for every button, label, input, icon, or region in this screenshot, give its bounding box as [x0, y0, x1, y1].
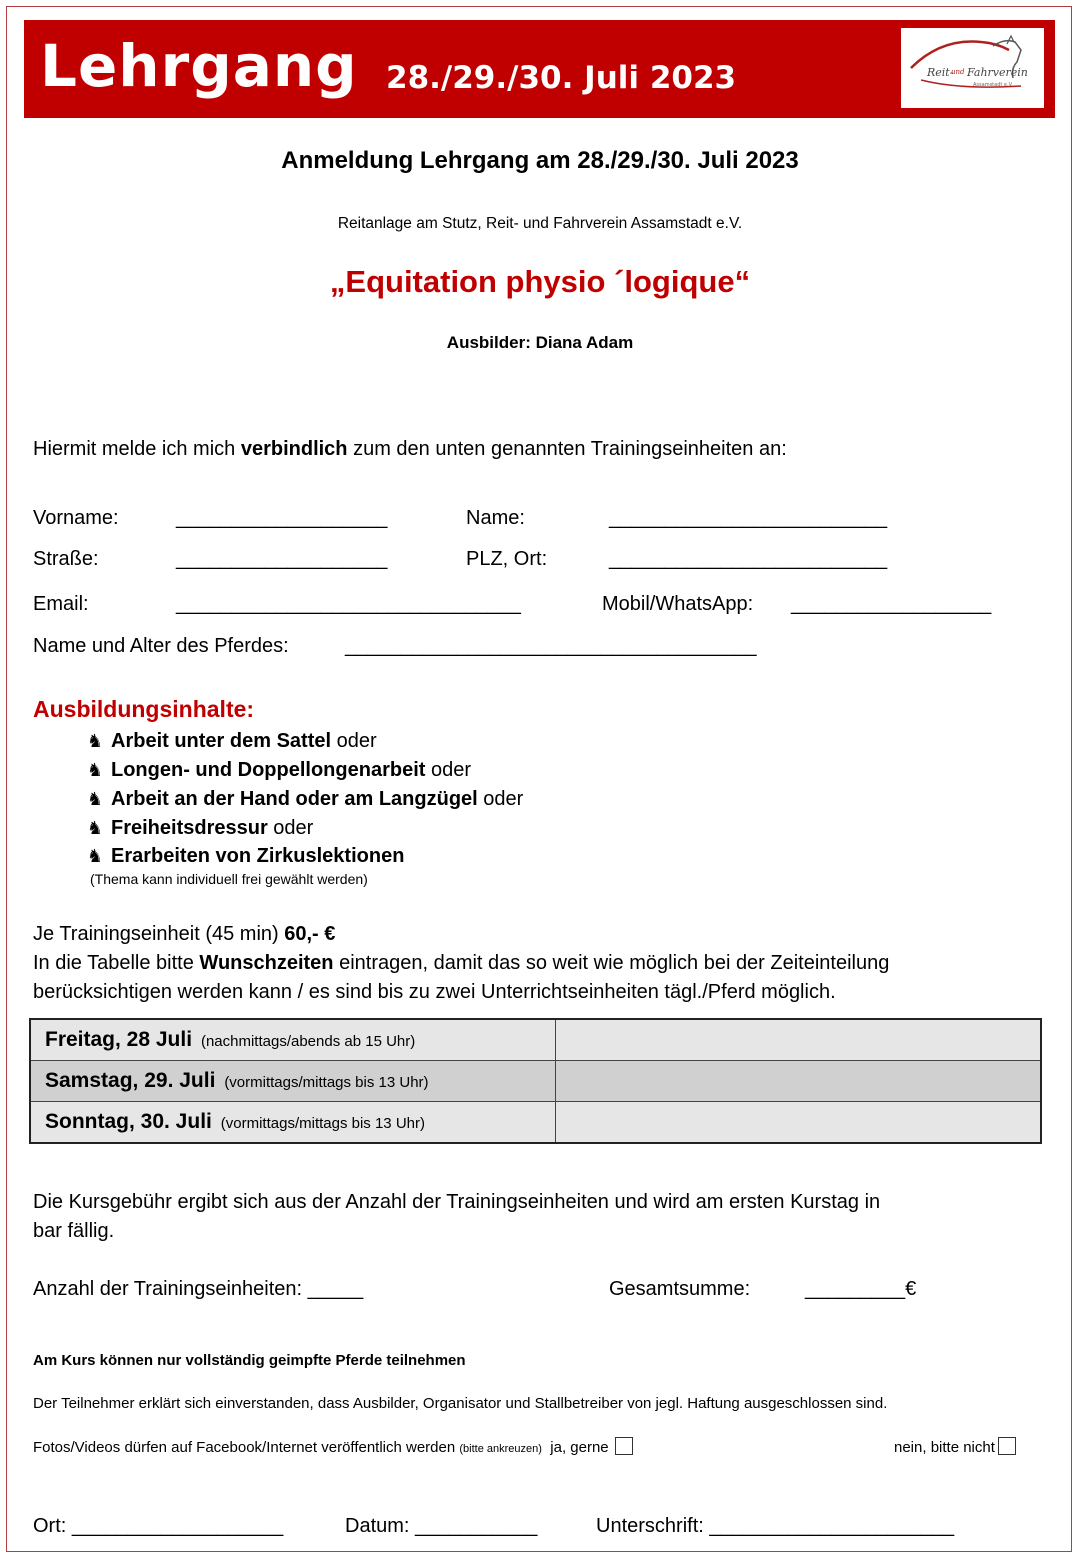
yes-label: ja, gerne — [550, 1439, 609, 1456]
photo-consent-no — [894, 1437, 1016, 1458]
wish-time-field[interactable] — [556, 1061, 1042, 1102]
photo-hint: (bitte ankreuzen) — [459, 1443, 542, 1455]
no-checkbox[interactable] — [998, 1437, 1016, 1455]
intro-before: Hiermit melde ich mich — [33, 438, 241, 460]
units-count-field[interactable]: Anzahl der Trainingseinheiten: _____ — [33, 1278, 364, 1300]
wish-time-field[interactable] — [556, 1102, 1042, 1144]
day-name: Freitag, 28 Juli — [45, 1028, 193, 1051]
contents-item-bold: Freiheitsdressur — [111, 817, 268, 839]
intro-line — [33, 436, 787, 462]
wish-time-field[interactable] — [556, 1019, 1042, 1061]
header-banner — [24, 20, 1055, 118]
contents-item-rest: oder — [477, 788, 524, 810]
course-title: „Equitation physio ´logique“ — [329, 264, 751, 299]
contents-item — [83, 757, 471, 783]
banner-date: 28./29./30. Juli 2023 — [386, 60, 737, 96]
photo-text: Fotos/Videos dürfen auf Facebook/Internet veröffentlich werden — [33, 1439, 460, 1456]
page-heading: Anmeldung Lehrgang am 28./29./30. Juli 2023 — [281, 147, 799, 174]
units-line: berücksichtigen werden kann / es sind bis zu zwei Unterrichtseinheiten tägl./Pferd möglich. — [33, 981, 836, 1003]
contents-note: (Thema kann individuell frei gewählt werden) — [90, 871, 368, 887]
contents-item-bold: Erarbeiten von Zirkuslektionen — [111, 845, 405, 867]
day-hint: (nachmittags/abends ab 15 Uhr) — [200, 1033, 416, 1050]
day-cell — [30, 1019, 556, 1061]
day-hint: (vormittags/mittags bis 13 Uhr) — [224, 1074, 429, 1091]
ort-field[interactable]: Ort: ___________________ — [33, 1515, 284, 1537]
contents-item-bold: Arbeit unter dem Sattel — [111, 730, 332, 752]
contents-item-rest: oder — [425, 759, 472, 781]
fee-line-2: bar fällig. — [33, 1220, 115, 1242]
day-name: Sonntag, 30. Juli — [45, 1110, 212, 1133]
email-field[interactable]: _______________________________ — [176, 593, 521, 615]
total-label: Gesamtsumme: — [609, 1278, 751, 1300]
contents-item — [83, 815, 313, 841]
horse-bullet-icon: ♞ — [86, 789, 104, 809]
pferd-field[interactable]: _____________________________________ — [345, 635, 757, 657]
contents-item-bold: Arbeit an der Hand oder am Langzügel — [111, 788, 478, 810]
no-label: nein, bitte nicht — [894, 1439, 995, 1456]
contents-item — [83, 728, 377, 754]
liability-note: Der Teilnehmer erklärt sich einverstanden, dass Ausbilder, Organisator und Stallbetreiber von jegl. Haftung ausgeschlossen sind. — [33, 1395, 888, 1412]
vaccination-note: Am Kurs können nur vollständig geimpfte Pferde teilnehmen — [33, 1352, 466, 1369]
table-row — [30, 1019, 1041, 1061]
name-field[interactable]: _________________________ — [609, 507, 888, 529]
price-value: 60,- € — [284, 923, 336, 945]
table-row — [30, 1102, 1041, 1144]
photo-consent — [33, 1437, 633, 1459]
day-name: Samstag, 29. Juli — [45, 1069, 216, 1092]
wish-bold: Wunschzeiten — [199, 952, 334, 974]
schedule-table — [29, 1018, 1042, 1144]
banner-title: Lehrgang — [40, 32, 358, 100]
horse-logo-icon — [901, 28, 1044, 108]
wish-times-line — [33, 950, 889, 976]
svg-text:Fahrverein: Fahrverein — [967, 66, 1028, 79]
day-cell — [30, 1102, 556, 1144]
contents-item-rest: oder — [331, 730, 377, 752]
trainer-line: Ausbilder: Diana Adam — [446, 333, 634, 352]
svg-text:Assamstadt e.V.: Assamstadt e.V. — [973, 82, 1013, 88]
plz-ort-label: PLZ, Ort: — [466, 548, 548, 570]
vorname-field[interactable]: ___________________ — [176, 507, 388, 529]
intro-after: zum den unten genannten Trainingseinheiten an: — [347, 438, 787, 460]
price-line — [33, 921, 335, 947]
horse-bullet-icon: ♞ — [86, 760, 104, 780]
wish-after: eintragen, damit das so weit wie möglich bei der Zeiteinteilung — [333, 952, 890, 974]
wish-before: In die Tabelle bitte — [33, 952, 200, 974]
day-hint: (vormittags/mittags bis 13 Uhr) — [220, 1115, 425, 1132]
horse-bullet-icon: ♞ — [86, 818, 104, 838]
day-cell — [30, 1061, 556, 1102]
plz-ort-field[interactable]: _________________________ — [609, 548, 888, 570]
mobil-label: Mobil/WhatsApp: — [602, 593, 754, 615]
contents-item — [83, 786, 523, 812]
vorname-label: Vorname: — [33, 507, 119, 529]
price-text: Je Trainingseinheit (45 min) — [33, 923, 285, 945]
contents-item-rest: oder — [267, 817, 314, 839]
table-row — [30, 1061, 1041, 1102]
strasse-field[interactable]: ___________________ — [176, 548, 388, 570]
name-label: Name: — [466, 507, 525, 529]
pferd-label: Name und Alter des Pferdes: — [33, 635, 289, 657]
yes-checkbox[interactable] — [615, 1437, 633, 1455]
svg-text:Reit-: Reit- — [927, 66, 954, 79]
contents-title: Ausbildungsinhalte: — [33, 696, 255, 722]
fee-line-1: Die Kursgebühr ergibt sich aus der Anzahl der Trainingseinheiten und wird am ersten Kurstag in — [33, 1191, 881, 1213]
horse-bullet-icon: ♞ — [86, 846, 104, 866]
venue-line: Reitanlage am Stutz, Reit- und Fahrverein Assamstadt e.V. — [337, 215, 743, 232]
total-field[interactable]: _________€ — [805, 1278, 917, 1300]
club-logo — [901, 28, 1044, 108]
strasse-label: Straße: — [33, 548, 99, 570]
contents-item — [83, 843, 404, 869]
horse-bullet-icon: ♞ — [86, 731, 104, 751]
datum-field[interactable]: Datum: ___________ — [345, 1515, 538, 1537]
svg-text:und: und — [951, 68, 965, 76]
email-label: Email: — [33, 593, 89, 615]
signature-field[interactable]: Unterschrift: ______________________ — [596, 1515, 955, 1537]
mobil-field[interactable]: __________________ — [791, 593, 992, 615]
contents-item-bold: Longen- und Doppellongenarbeit — [111, 759, 426, 781]
intro-bold: verbindlich — [240, 438, 348, 460]
